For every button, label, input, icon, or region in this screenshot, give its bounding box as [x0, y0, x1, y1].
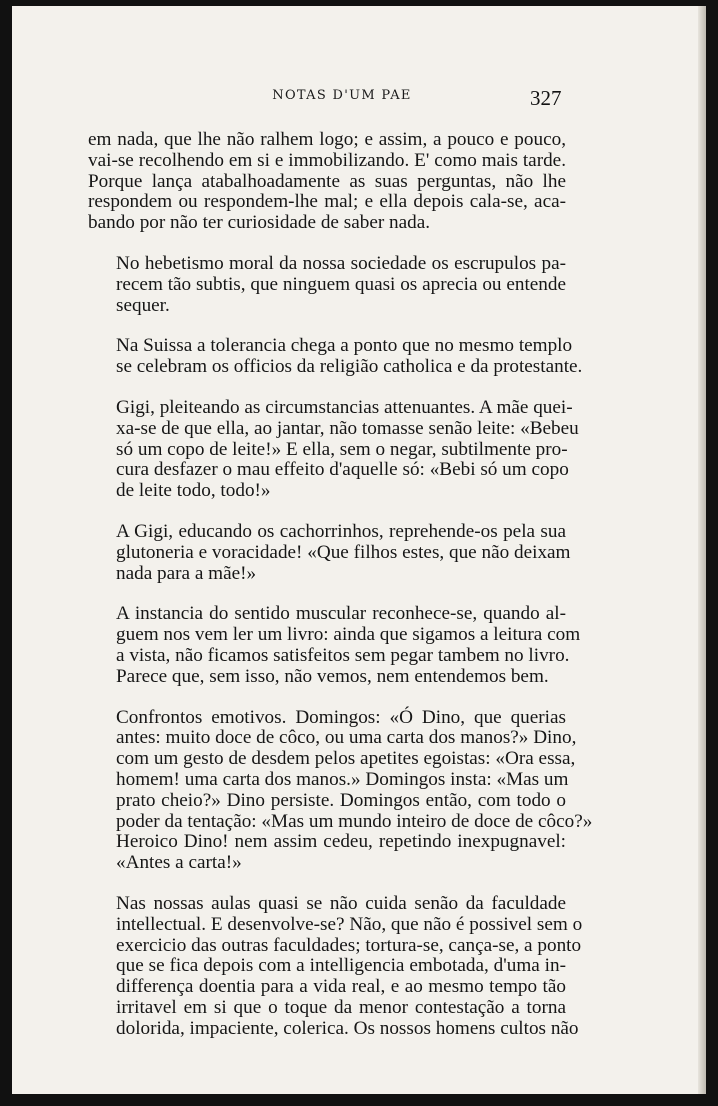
- text-line: Gigi, pleiteando as circumstancias attenuantes. A mãe quei-: [116, 396, 573, 418]
- text-line: homem! uma carta dos manos.» Domingos insta: «Mas um: [116, 768, 569, 790]
- text-line: differença doentia para a vida real, e ao mesmo tempo tão: [116, 976, 566, 998]
- text-line: dolorida, impaciente, colerica. Os nossos homens cultos não: [116, 1017, 579, 1039]
- text-line: intellectual. E desenvolve-se? Não, que não é possivel sem o: [116, 913, 583, 935]
- text-line: No hebetismo moral da nossa sociedade os escrupulos pa-: [116, 252, 566, 274]
- text-line: exercicio das outras faculdades; tortura-se, cança-se, a ponto: [116, 934, 582, 956]
- text-line: recem tão subtis, que ninguem quasi os aprecia ou entende: [116, 273, 566, 295]
- running-head: NOTAS D'UM PAE: [272, 88, 412, 103]
- text-line: guem nos vem ler um livro: ainda que sigamos a leitura com: [116, 624, 581, 646]
- text-line: sequer.: [116, 294, 170, 316]
- paragraph: [88, 706, 593, 874]
- paragraph: [88, 254, 566, 316]
- text-line: a vista, não ficamos satisfeitos sem pegar tambem no livro.: [116, 644, 570, 666]
- paragraph: [88, 520, 571, 584]
- text-line: xa-se de que ella, ao jantar, não tomasse senão leite: «Bebeu: [116, 417, 579, 439]
- text-line: antes: muito doce de côco, ou uma carta dos manos?» Dino,: [116, 727, 577, 749]
- text-line: Heroico Dino! nem assim cedeu, repetindo inexpugnavel:: [116, 831, 566, 853]
- text-line: poder da tentação: «Mas um mundo inteiro de doce de côco?»: [116, 810, 593, 832]
- text-line: A Gigi, educando os cachorrinhos, reprehende-os pela sua: [116, 520, 566, 542]
- body-text: [88, 129, 593, 1059]
- text-line: glutoneria e voracidade! «Que filhos estes, que não deixam: [116, 541, 571, 563]
- text-line: vai-se recolhendo em si e immobilizando. E' como mais tarde.: [88, 149, 566, 171]
- text-line: irritavel em si que o toque da menor contestação a torna: [116, 996, 566, 1018]
- text-line: Nas nossas aulas quasi se não cuida senão da faculdade: [116, 892, 566, 914]
- text-line: que se fica depois com a intelligencia embotada, d'uma in-: [116, 955, 566, 977]
- text-line: nada para a mãe!»: [116, 562, 257, 584]
- book-page: [12, 6, 706, 1094]
- paragraph: [88, 335, 583, 378]
- text-line: «Antes a carta!»: [116, 852, 242, 874]
- text-line: A instancia do sentido muscular reconhece-se, quando al-: [116, 603, 566, 625]
- text-line: Parece que, sem isso, não vemos, nem entendemos bem.: [116, 665, 549, 687]
- text-line: cura desfazer o mau effeito d'aquelle só: «Bebi só um copo: [116, 459, 569, 481]
- page-number: 327: [530, 86, 562, 110]
- text-line: se celebram os officios da religião catholica e da protestante.: [116, 356, 583, 378]
- paragraph: [88, 130, 566, 234]
- page-edge: [698, 6, 706, 1094]
- text-line: prato cheio?» Dino persiste. Domingos então, com todo o: [116, 789, 566, 811]
- text-line: em nada, que lhe não ralhem logo; e assim, a pouco e pouco,: [88, 129, 566, 150]
- paragraph: [88, 603, 581, 687]
- text-line: Porque lança atabalhoadamente as suas perguntas, não lhe: [88, 170, 566, 192]
- text-line: de leite todo, todo!»: [116, 480, 271, 502]
- paragraph: [88, 396, 579, 502]
- text-line: só um copo de leite!» E ella, sem o negar, subtilmente pro-: [116, 438, 568, 460]
- text-line: respondem ou respondem-lhe mal; e ella depois cala-se, aca-: [88, 191, 566, 213]
- text-line: bando por não ter curiosidade de saber nada.: [88, 212, 431, 234]
- text-line: Confrontos emotivos. Domingos: «Ó Dino, que querias: [116, 706, 566, 728]
- text-line: Na Suissa a tolerancia chega a ponto que no mesmo templo: [116, 335, 573, 357]
- text-line: com um gesto de desdem pelos apetites egoistas: «Ora essa,: [116, 748, 576, 770]
- paragraph: [88, 892, 583, 1040]
